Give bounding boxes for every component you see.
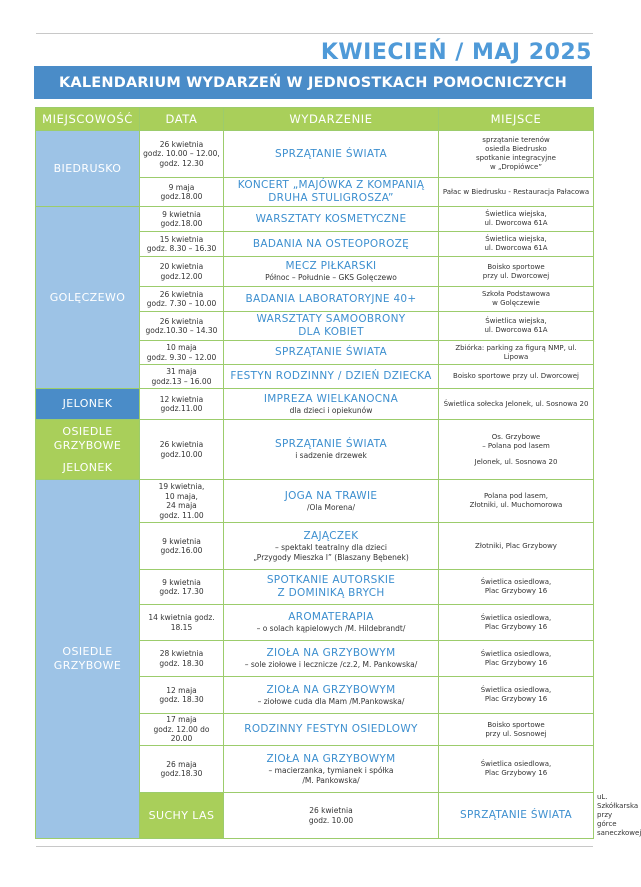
event-name xyxy=(224,641,439,677)
location-line: sprzątanie terenów xyxy=(482,136,550,144)
event-date xyxy=(140,641,224,677)
date-line: 17 maja xyxy=(166,715,197,725)
table-header-row xyxy=(36,108,594,131)
location-line: Polana pod lasem, xyxy=(483,492,549,500)
place-label: GOLĘCZEWO xyxy=(49,290,126,304)
location-line: przy ul. Sosnowej xyxy=(485,729,547,738)
event-title: SPRZĄTANIE ŚWIATA xyxy=(275,346,387,358)
date-line: godz. 12.00 do 20.00 xyxy=(153,724,210,744)
date-line: godz.13 – 16.00 xyxy=(151,376,212,386)
event-subtitle: /M. Pankowska/ xyxy=(302,775,360,785)
table-row xyxy=(36,480,594,523)
date-line: 10 maja, xyxy=(165,491,198,501)
month-heading: KWIECIEŃ / MAJ 2025 xyxy=(320,40,592,65)
location-line: osiedla Biedrusko xyxy=(485,145,547,153)
date-line: 26 kwietnia xyxy=(159,139,204,149)
event-title: ZAJĄCZEK xyxy=(303,529,359,542)
location-line: Świetlica wiejska, xyxy=(485,317,547,325)
event-date xyxy=(140,287,224,312)
event-title: ZIOŁA NA GRZYBOWYM xyxy=(266,683,396,696)
date-line: 14 kwietnia godz. xyxy=(148,613,215,622)
event-date xyxy=(140,677,224,714)
event-title: DLA KOBIET xyxy=(298,326,364,338)
event-name xyxy=(224,232,439,257)
event-date xyxy=(140,365,224,389)
event-title: IMPREZA WIELKANOCNA xyxy=(263,392,399,405)
event-subtitle: – ziołowe cuda dla Mam /M.Pankowska/ xyxy=(257,696,405,706)
event-name xyxy=(224,257,439,287)
event-name xyxy=(224,131,439,178)
place-jelonek xyxy=(36,389,140,420)
page-title-banner: KALENDARIUM WYDARZEŃ W JEDNOSTKACH POMOCNICZYCH xyxy=(34,66,592,99)
place-biedrusko xyxy=(36,131,140,207)
date-line: 9 kwietnia xyxy=(162,209,201,219)
event-title: ZIOŁA NA GRZYBOWYM xyxy=(266,647,396,659)
date-line: godz. 8.30 – 16.30 xyxy=(146,244,217,253)
location-line: ul. Dworcowa 61A xyxy=(484,244,548,252)
event-location xyxy=(439,389,594,420)
event-location xyxy=(439,746,594,793)
event-subtitle: i sadzenie drzewek xyxy=(295,451,367,460)
event-date xyxy=(140,480,224,523)
event-name xyxy=(224,420,439,480)
location-line: przy ul. Dworcowej xyxy=(482,271,550,280)
location-line: Świetlica osiedlowa, xyxy=(480,760,552,768)
date-line: 31 maja xyxy=(166,367,197,376)
place-suchy-las xyxy=(140,793,224,839)
event-location xyxy=(439,605,594,641)
location-line: Świetlica wiejska, xyxy=(485,235,547,243)
place-label: JELONEK xyxy=(62,397,113,410)
location-line: – Polana pod lasem xyxy=(482,441,550,450)
date-line: godz.18.00 xyxy=(160,219,203,228)
location-line: ul. Dworcowa 61A xyxy=(484,219,548,227)
event-date xyxy=(140,746,224,793)
location-line: Plac Grzybowy 16 xyxy=(484,622,548,631)
place-label: JELONEK xyxy=(62,460,113,474)
date-line: godz.10.30 – 14.30 xyxy=(145,326,218,335)
location-line: Boisko sportowe xyxy=(487,720,545,729)
event-date xyxy=(140,605,224,641)
column-header-place: MIEJSCOWOŚĆ xyxy=(36,108,140,131)
date-line: 20 kwietnia xyxy=(159,262,204,271)
event-title: KONCERT „MAJÓWKA Z KOMPANIĄ xyxy=(237,179,425,191)
date-line: godz. 18.30 xyxy=(159,658,204,668)
location-line: Jelonek, ul. Sosnowa 20 xyxy=(474,457,558,466)
event-name xyxy=(439,793,594,839)
date-line: godz. 10.00 – 12.00, xyxy=(143,149,220,159)
event-subtitle: Północ – Południe – GKS Golęczewo xyxy=(265,273,397,282)
date-line: godz. 17.30 xyxy=(159,587,204,596)
location-line: Szkoła Podstawowa xyxy=(481,290,551,298)
event-name xyxy=(224,341,439,365)
event-location xyxy=(439,570,594,605)
event-date xyxy=(140,207,224,232)
event-date xyxy=(140,312,224,341)
event-date xyxy=(140,178,224,207)
date-line: 9 kwietnia xyxy=(162,577,201,587)
date-line: 19 kwietnia, xyxy=(158,482,205,491)
event-name xyxy=(224,312,439,341)
date-line: godz. 7.30 – 10.00 xyxy=(146,299,217,308)
event-subtitle: – o solach kąpielowych /M. Hildebrandt/ xyxy=(256,624,406,633)
date-line: 26 kwietnia xyxy=(159,289,204,299)
date-line: godz. 18.30 xyxy=(159,695,204,704)
column-header-location: MIEJSCE xyxy=(439,108,594,131)
location-line: Plac Grzybowy 16 xyxy=(484,587,548,595)
event-location xyxy=(439,480,594,523)
event-title: WARSZTATY SAMOOBRONY xyxy=(256,313,406,325)
event-title: DRUHA STULIGROSZA” xyxy=(268,192,394,204)
event-title: WARSZTATY KOSMETYCZNE xyxy=(255,212,407,225)
date-line: godz. 11.00 xyxy=(159,510,204,520)
table-row xyxy=(36,389,594,420)
date-line: 9 kwietnia xyxy=(162,536,201,546)
event-subtitle: dla dzieci i opiekunów xyxy=(289,405,373,415)
event-title: ZIOŁA NA GRZYBOWYM xyxy=(266,752,396,765)
place-osiedle-grzybowe xyxy=(36,480,140,839)
event-date xyxy=(140,420,224,480)
event-location xyxy=(439,523,594,570)
date-line: 15 kwietnia xyxy=(159,234,204,244)
event-name xyxy=(224,207,439,232)
date-line: 12 maja xyxy=(166,685,197,695)
location-line: Świetlica osiedlowa, xyxy=(480,686,552,694)
event-date xyxy=(140,523,224,570)
event-name xyxy=(224,714,439,746)
date-line: 26 maja xyxy=(166,759,197,769)
event-name xyxy=(224,287,439,312)
event-subtitle: /Ola Morena/ xyxy=(307,502,355,512)
bottom-divider xyxy=(36,846,593,847)
location-line: w Golęczewie xyxy=(492,299,540,307)
date-line: 26 kwietnia xyxy=(159,316,204,326)
event-name xyxy=(224,365,439,389)
date-line: 26 kwietnia xyxy=(309,806,353,815)
location-line: Złotniki, Plac Grzybowy xyxy=(475,541,557,550)
date-line: godz.12.00 xyxy=(160,271,203,281)
event-subtitle: – sole ziołowe i lecznicze /cz.2, M. Pankowska/ xyxy=(244,660,418,669)
event-date xyxy=(224,793,439,839)
event-title: SPRZĄTANIE ŚWIATA xyxy=(460,809,572,821)
date-line: 26 kwietnia xyxy=(159,440,204,449)
table-row xyxy=(36,131,594,178)
event-date xyxy=(140,570,224,605)
date-line: godz. 10.00 xyxy=(308,815,354,825)
event-title: RODZINNY FESTYN OSIEDLOWY xyxy=(244,723,418,735)
event-name xyxy=(224,480,439,523)
place-label: GRZYBOWE xyxy=(53,659,122,672)
top-divider xyxy=(36,33,593,34)
date-line: 10 maja xyxy=(166,343,197,352)
place-label: BIEDRUSKO xyxy=(53,161,122,175)
event-location xyxy=(439,641,594,677)
location-line: Świetlica osiedlowa, xyxy=(480,578,552,586)
location-line: ul. Dworcowa 61A xyxy=(484,326,548,334)
location-line: Świetlica osiedlowa, xyxy=(480,649,552,658)
event-title: FESTYN RODZINNY / DZIEŃ DZIECKA xyxy=(230,370,432,382)
location-line: Złotniki, ul. Muchomorowa xyxy=(469,501,563,509)
event-date xyxy=(140,232,224,257)
date-line: 12 kwietnia xyxy=(159,394,204,404)
event-name xyxy=(224,178,439,207)
location-line: Świetlica wiejska, xyxy=(485,210,547,218)
event-name xyxy=(224,605,439,641)
event-name xyxy=(224,746,439,793)
event-date xyxy=(140,257,224,287)
event-date xyxy=(140,131,224,178)
location-line: Os. Grzybowe xyxy=(491,432,541,441)
event-subtitle: „Przygody Mieszka I” (Blaszany Bębenek) xyxy=(253,552,409,562)
event-subtitle: – spektakl teatralny dla dzieci xyxy=(275,542,387,552)
event-date xyxy=(140,714,224,746)
event-title: SPRZĄTANIE ŚWIATA xyxy=(275,438,387,450)
place-osiedle-grzybowe-jelonek xyxy=(36,420,140,480)
event-location xyxy=(439,178,594,207)
event-name xyxy=(224,677,439,714)
place-label: OSIEDLE xyxy=(62,424,113,438)
event-location xyxy=(439,420,594,480)
date-line: godz.18.30 xyxy=(160,769,203,778)
location-line: Pałac w Biedrusku - Restauracja Pałacowa xyxy=(442,187,590,196)
event-title: AROMATERAPIA xyxy=(288,611,374,623)
event-location xyxy=(439,365,594,389)
event-name xyxy=(224,523,439,570)
event-location xyxy=(439,677,594,714)
event-location xyxy=(439,312,594,341)
event-title: BADANIA LABORATORYJNE 40+ xyxy=(245,292,417,305)
event-date xyxy=(140,389,224,420)
location-line: Boisko sportowe xyxy=(487,262,545,271)
event-date xyxy=(140,341,224,365)
table-row xyxy=(36,207,594,232)
date-line: godz. 12.30 xyxy=(159,158,204,168)
event-subtitle: – macierzanka, tymianek i spółka xyxy=(268,765,394,775)
location-line: Zbiórka: parking za figurą NMP, ul. Lipowa xyxy=(455,343,577,361)
event-title: Z DOMINIKĄ BRYCH xyxy=(277,587,385,599)
event-title: JOGA NA TRAWIE xyxy=(284,489,378,502)
event-title: BADANIA NA OSTEOPOROZĘ xyxy=(252,237,410,250)
location-line: Boisko sportowe przy ul. Dworcowej xyxy=(453,372,579,380)
event-location xyxy=(439,232,594,257)
date-line: godz.10.00 xyxy=(160,449,203,459)
date-line: godz.16.00 xyxy=(160,546,203,555)
location-line: Plac Grzybowy 16 xyxy=(484,769,548,777)
event-location xyxy=(439,207,594,232)
location-line: Świetlica osiedlowa, xyxy=(480,613,552,622)
event-name xyxy=(224,570,439,605)
date-line: 24 maja xyxy=(166,501,197,510)
event-title: SPOTKANIE AUTORSKIE xyxy=(266,574,396,586)
event-location xyxy=(439,287,594,312)
date-line: godz.11.00 xyxy=(160,404,203,413)
event-location xyxy=(439,131,594,178)
event-location xyxy=(439,257,594,287)
column-header-event: WYDARZENIE xyxy=(224,108,439,131)
date-line: godz. 9.30 – 12.00 xyxy=(146,352,217,362)
table-row xyxy=(36,420,594,480)
location-line: Plac Grzybowy 16 xyxy=(484,658,548,667)
events-calendar-table xyxy=(35,107,641,839)
location-line: w „Dropiówce” xyxy=(490,163,542,171)
event-location xyxy=(439,714,594,746)
date-line: 9 maja xyxy=(168,182,195,192)
location-line: Świetlica sołecka Jelonek, ul. Sosnowa 20 xyxy=(443,399,589,408)
date-line: godz.18.00 xyxy=(160,192,203,201)
date-line: 28 kwietnia xyxy=(159,649,204,658)
place-label: GRZYBOWE xyxy=(53,438,122,452)
event-name xyxy=(224,389,439,420)
date-line: 18.15 xyxy=(170,622,193,632)
location-line: spotkanie integracyjne xyxy=(476,154,556,162)
location-line: Plac Grzybowy 16 xyxy=(484,695,548,703)
column-header-date: DATA xyxy=(140,108,224,131)
event-location xyxy=(439,341,594,365)
place-goleczewo xyxy=(36,207,140,389)
place-label: SUCHY LAS xyxy=(148,808,215,822)
event-title: MECZ PIŁKARSKI xyxy=(285,260,377,272)
place-label: OSIEDLE xyxy=(62,645,113,658)
table-row: SUCHY LAS 26 kwietnia godz. 10.00 SPRZĄTANIE ŚWIATA uL. Szkółkarska przy górce saneczkowej xyxy=(36,793,594,839)
event-title: SPRZĄTANIE ŚWIATA xyxy=(275,147,387,160)
